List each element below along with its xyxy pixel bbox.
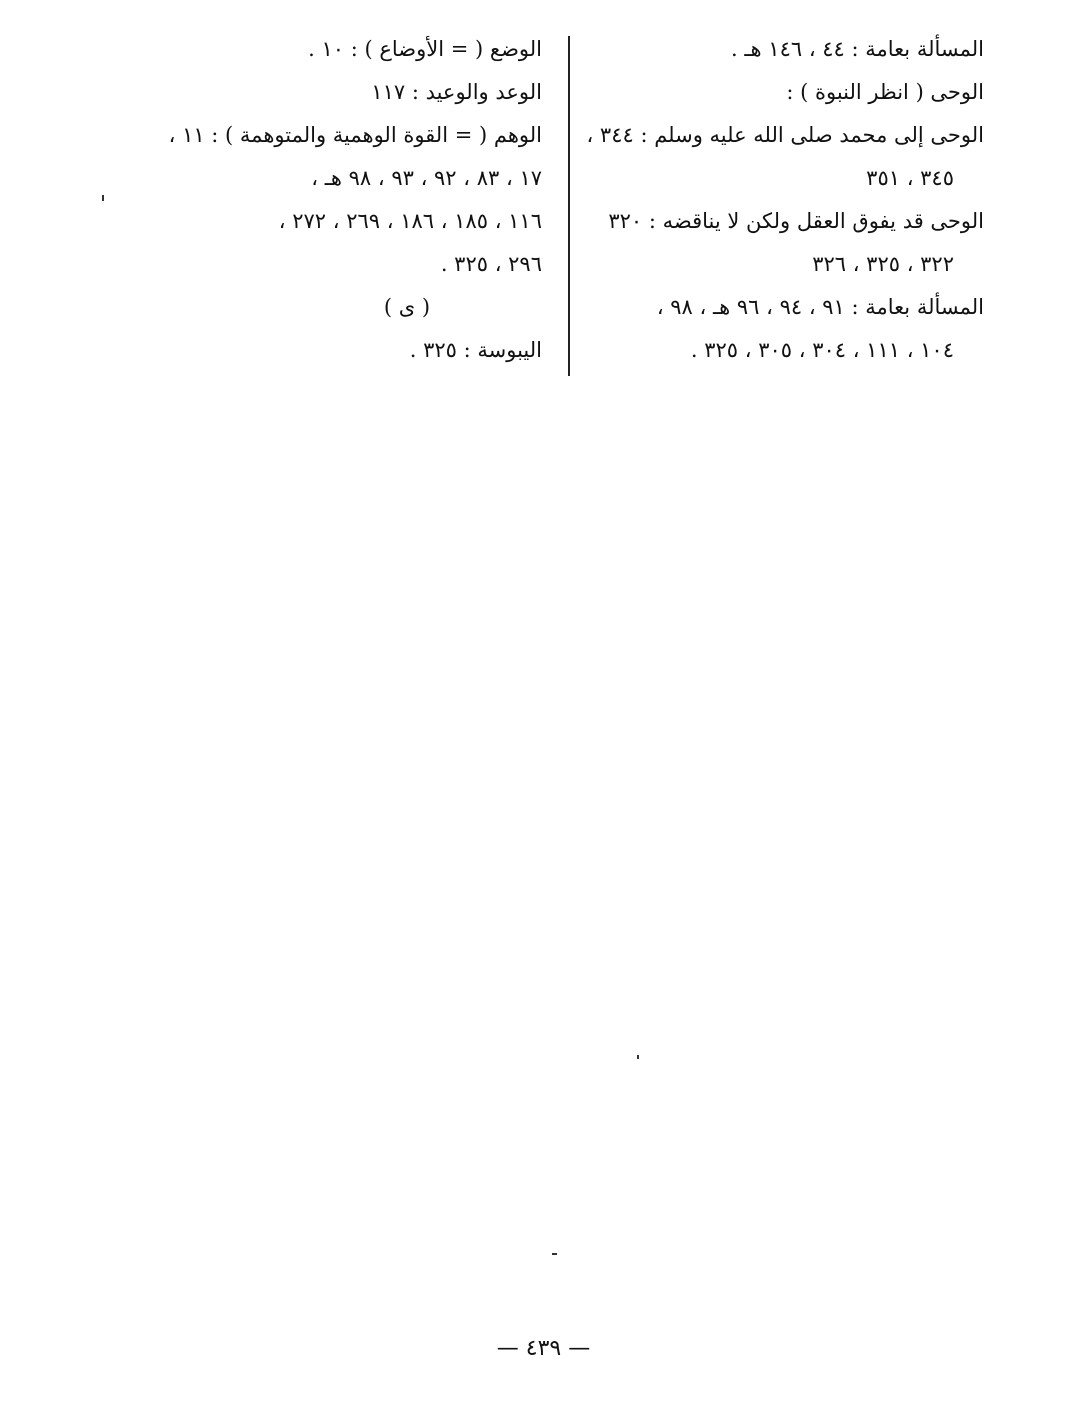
stray-mark bbox=[637, 1055, 639, 1059]
index-entry-continuation: ٣٢٢ ، ٣٢٥ ، ٣٢٦ bbox=[812, 252, 954, 276]
index-entry: الوحى إلى محمد صلى الله عليه وسلم : ٣٤٤ ، bbox=[586, 123, 984, 147]
index-entry-continuation: ١١٦ ، ١٨٥ ، ١٨٦ ، ٢٦٩ ، ٢٧٢ ، bbox=[278, 209, 542, 233]
index-entry: الوضع ( = الأوضاع ) : ١٠ . bbox=[308, 37, 542, 61]
index-entry-continuation: ٢٩٦ ، ٣٢٥ . bbox=[440, 252, 542, 276]
index-entry: اليبوسة : ٣٢٥ . bbox=[409, 338, 542, 362]
left-index-column bbox=[152, 28, 542, 372]
index-entry-continuation: ٣٤٥ ، ٣٥١ bbox=[866, 166, 954, 190]
section-letter-heading: ( ى ) bbox=[383, 295, 431, 319]
page-number: — ٤٣٩ — bbox=[496, 1336, 591, 1361]
index-entry: الوحى ( انظر النبوة ) : bbox=[786, 80, 984, 104]
right-index-column bbox=[586, 28, 984, 372]
index-entry: الوعد والوعيد : ١١٧ bbox=[371, 80, 542, 104]
index-entry: الوحى قد يفوق العقل ولكن لا يناقضه : ٣٢٠ bbox=[608, 209, 984, 233]
stray-mark bbox=[552, 1253, 557, 1255]
stray-mark bbox=[102, 195, 104, 201]
index-entry: الوهم ( = القوة الوهمية والمتوهمة ) : ١١ ، bbox=[168, 123, 542, 147]
index-entry-continuation: ١٧ ، ٨٣ ، ٩٢ ، ٩٣ ، ٩٨ هـ ، bbox=[311, 166, 542, 190]
column-divider bbox=[568, 36, 570, 376]
index-entry: المسألة بعامة : ٩١ ، ٩٤ ، ٩٦ هـ ، ٩٨ ، bbox=[656, 295, 984, 319]
index-entry: المسألة بعامة : ٤٤ ، ١٤٦ هـ . bbox=[731, 37, 984, 61]
index-entry-continuation: ١٠٤ ، ١١١ ، ٣٠٤ ، ٣٠٥ ، ٣٢٥ . bbox=[690, 338, 954, 362]
